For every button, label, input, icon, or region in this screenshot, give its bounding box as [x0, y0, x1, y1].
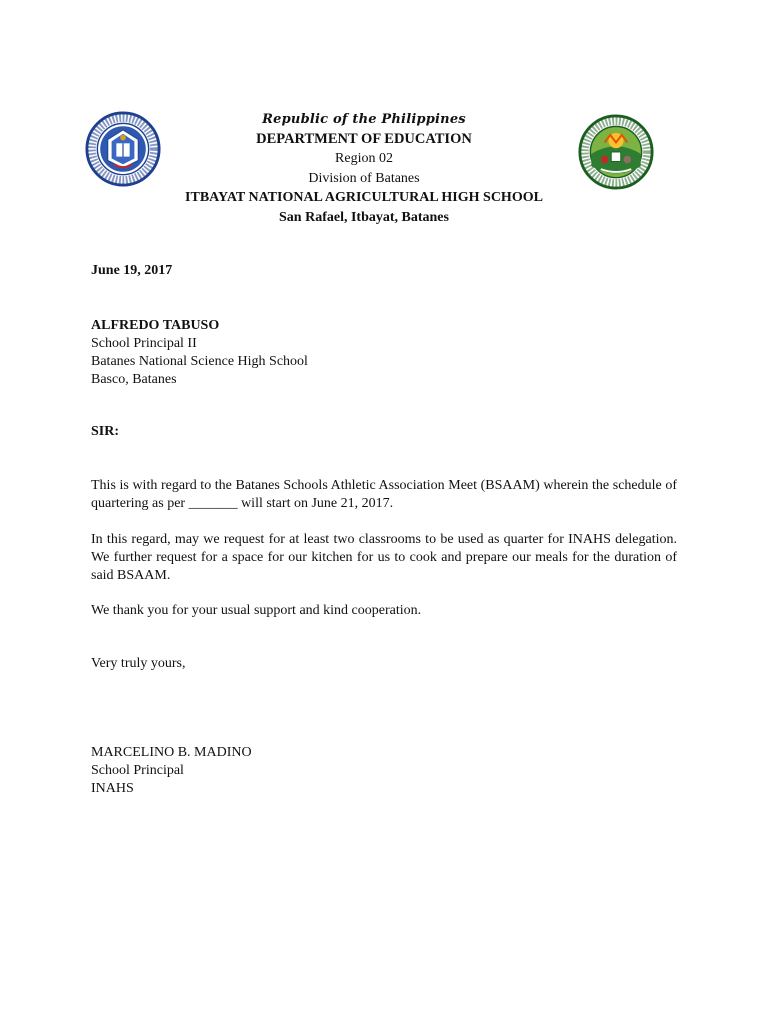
school-address: San Rafael, Itbayat, Batanes: [279, 209, 449, 225]
closing: Very truly yours,: [91, 656, 186, 671]
region-line: Region 02: [335, 151, 393, 166]
school-name: ITBAYAT NATIONAL AGRICULTURAL HIGH SCHOOL: [185, 190, 543, 205]
body-paragraph: This is with regard to the Batanes Schools Athletic Association Meet (BSAAM) wherein the schedule of quartering as per _______ will start on June 21, 2017.: [91, 478, 677, 511]
signatory-block: [91, 744, 252, 798]
signatory-school: INAHS: [91, 781, 134, 796]
salutation: SIR:: [91, 424, 120, 439]
body-paragraph: We thank you for your usual support and kind cooperation.: [91, 603, 422, 618]
letter-date: June 19, 2017: [91, 263, 173, 278]
recipient-address: Basco, Batanes: [91, 372, 177, 387]
school-seal-icon: [578, 114, 654, 190]
recipient-position: School Principal II: [91, 336, 197, 351]
republic-heading: Republic of the Philippines: [262, 112, 466, 127]
recipient-block: [91, 317, 308, 389]
recipient-school: Batanes National Science High School: [91, 354, 308, 369]
signatory-position: School Principal: [91, 763, 184, 778]
recipient-name: ALFREDO TABUSO: [91, 318, 220, 333]
body-paragraph: In this regard, may we request for at least two classrooms to be used as quarter for INAHS delegation. We further request for a space for our kitchen for us to cook and prepare our meals for the duration of said BSAAM.: [91, 532, 677, 583]
signatory-name: MARCELINO B. MADINO: [91, 745, 252, 760]
letterhead: [150, 110, 578, 227]
division-line: Division of Batanes: [308, 170, 420, 186]
department-heading: DEPARTMENT OF EDUCATION: [256, 130, 472, 147]
